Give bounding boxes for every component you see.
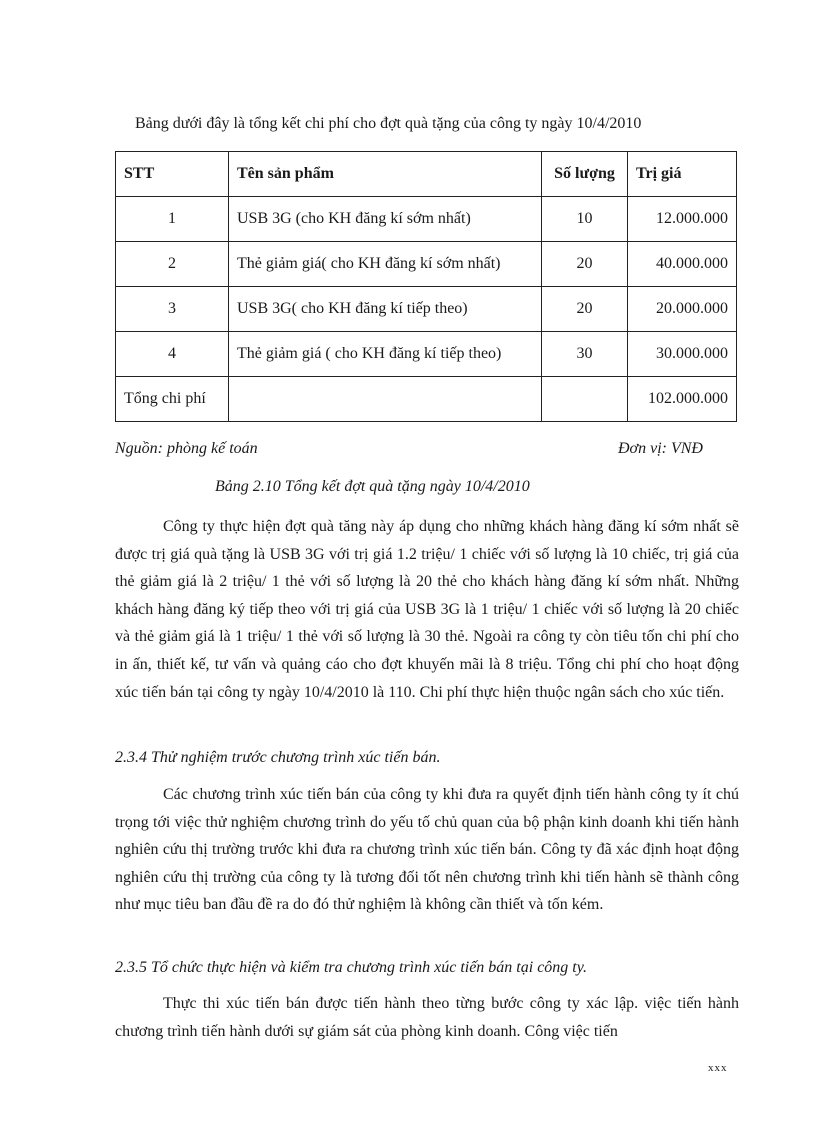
cell-product-name: USB 3G( cho KH đăng kí tiếp theo) (229, 287, 542, 332)
cell-stt: 2 (116, 242, 229, 287)
table-row (116, 242, 737, 287)
header-value: Trị giá (628, 152, 737, 197)
table-unit-note: Đơn vị: VNĐ (618, 440, 703, 457)
table-row (116, 287, 737, 332)
cell-value: 20.000.000 (628, 287, 737, 332)
cell-product-name: Thẻ giảm giá( cho KH đăng kí sớm nhất) (229, 242, 542, 287)
table-header-row (116, 152, 737, 197)
cell-stt: 4 (116, 332, 229, 377)
table-row (116, 197, 737, 242)
cost-summary-table (115, 151, 737, 422)
body-paragraph: Các chương trình xúc tiến bán của công ty khi đưa ra quyết định tiến hành công ty ít chú trọng tới việc thử nghiệm chương trình do yếu tố chủ quan của bộ phận kinh doanh khi tiến hành nghiên cứu thị trường trước khi đưa ra chương trình xúc tiến bán. Công ty đã xác định hoạt động nghiên cứu thị trường của công ty là tương đối tốt nên chương trình khi tiến hành sẽ thành công như mục tiêu ban đầu đề ra do đó thử nghiệm là không cần thiết và tốn kém. (115, 786, 739, 914)
section-heading: 2.3.5 Tổ chức thực hiện và kiểm tra chương trình xúc tiến bán tại công ty. (115, 959, 587, 976)
cell-total-label: Tổng chi phí (116, 377, 229, 422)
header-stt: STT (116, 152, 229, 197)
cell-total-value: 102.000.000 (628, 377, 737, 422)
table-total-row (116, 377, 737, 422)
cell-quantity: 30 (542, 332, 628, 377)
body-paragraph: Công ty thực hiện đợt quà tăng này áp dụng cho những khách hàng đăng kí sớm nhất sẽ được trị giá quà tặng là USB 3G với trị giá 1.2 triệu/ 1 chiếc với số lượng là 10 chiếc, trị giá của thẻ giảm giá là 2 triệu/ 1 thẻ với số lượng là 20 thẻ cho khách hàng đăng kí sớm nhất. Những khách hàng đăng ký tiếp theo với trị giá của USB 3G là 1 triệu/ 1 chiếc với số lượng là 20 chiếc và thẻ giảm giá là 1 triệu/ 1 thẻ với số lượng là 30 thẻ. Ngoài ra công ty còn tiêu tốn chi phí cho in ấn, thiết kế, tư vấn và quảng cáo cho đợt khuyến mãi là 8 triệu. Tổng chi phí cho hoạt động xúc tiến bán tại công ty ngày 10/4/2010 là 110. Chi phí thực hiện thuộc ngân sách cho xúc tiến. (115, 518, 739, 701)
cell-value: 12.000.000 (628, 197, 737, 242)
header-quantity: Số lượng (542, 152, 628, 197)
cell-stt: 3 (116, 287, 229, 332)
table-intro-text: Bảng dưới đây là tổng kết chi phí cho đợt quà tặng của công ty ngày 10/4/2010 (135, 115, 642, 132)
table-row (116, 332, 737, 377)
table-caption: Bảng 2.10 Tổng kết đợt quà tặng ngày 10/4/2010 (215, 478, 530, 495)
cell-empty (542, 377, 628, 422)
cell-stt: 1 (116, 197, 229, 242)
cell-quantity: 20 (542, 287, 628, 332)
cell-product-name: Thẻ giảm giá ( cho KH đăng kí tiếp theo) (229, 332, 542, 377)
section-heading: 2.3.4 Thử nghiệm trước chương trình xúc tiến bán. (115, 749, 441, 766)
cell-value: 30.000.000 (628, 332, 737, 377)
cell-product-name: USB 3G (cho KH đăng kí sớm nhất) (229, 197, 542, 242)
page-number: xxx (708, 1062, 728, 1074)
cell-quantity: 10 (542, 197, 628, 242)
body-paragraph: Thực thi xúc tiến bán được tiến hành theo từng bước công ty xác lập. việc tiến hành chương trình tiến hành dưới sự giám sát của phòng kinh doanh. Công việc tiến (115, 995, 739, 1040)
cell-empty (229, 377, 542, 422)
cell-quantity: 20 (542, 242, 628, 287)
table-source-note: Nguồn: phòng kế toán (115, 440, 258, 457)
cell-value: 40.000.000 (628, 242, 737, 287)
header-product-name: Tên sản phẩm (229, 152, 542, 197)
